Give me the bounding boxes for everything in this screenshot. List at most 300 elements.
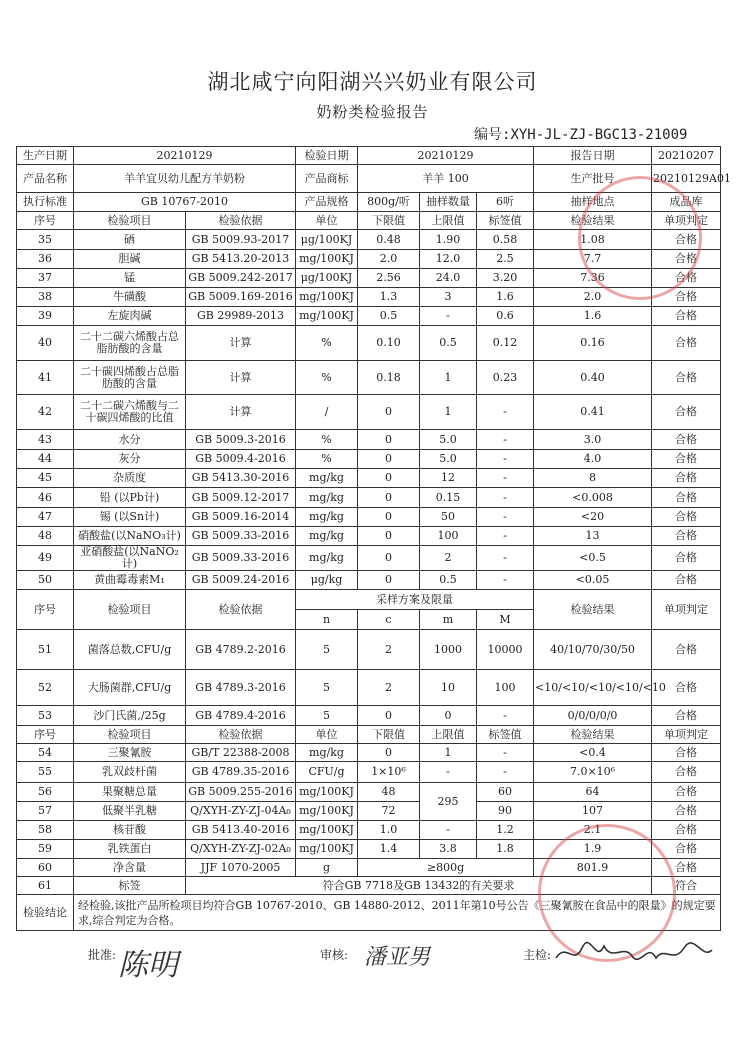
row-label: 1.2 (477, 821, 534, 840)
row-judge: 合格 (652, 361, 721, 395)
approve-signature: 陈明 (118, 948, 178, 983)
row-lower: 0 (358, 546, 420, 571)
row-no: 53 (17, 706, 74, 726)
row-unit: % (296, 430, 358, 450)
row-result: <10/<10/<10/<10/<10 (534, 670, 652, 706)
micro-header-m: m (420, 610, 477, 630)
row-label: - (477, 469, 534, 488)
header-judge: 单项判定 (652, 726, 721, 744)
row-no: 45 (17, 469, 74, 488)
table-row (17, 508, 721, 527)
row-unit: mg/100KJ (296, 802, 358, 821)
row-judge: 合格 (652, 821, 721, 840)
row-upper: - (420, 307, 477, 326)
row-judge: 合格 (652, 450, 721, 469)
header-item: 检验项目 (74, 726, 186, 744)
header-basis: 检验依据 (186, 726, 296, 744)
row-result: <20 (534, 508, 652, 527)
table-row (17, 326, 721, 361)
row-unit: mg/100KJ (296, 250, 358, 269)
row-judge: 合格 (652, 802, 721, 821)
row-label: - (477, 508, 534, 527)
row-basis: 计算 (186, 361, 296, 395)
row-basis: Q/XYH-ZY-ZJ-04A₀ (186, 802, 296, 821)
row-item: 大肠菌群,CFU/g (74, 670, 186, 706)
row-result: 0/0/0/0/0 (534, 706, 652, 726)
report-date-label: 报告日期 (534, 147, 652, 165)
row-no: 44 (17, 450, 74, 469)
row-label: 1.6 (477, 288, 534, 307)
header-judge: 单项判定 (652, 212, 721, 230)
row-n: 5 (296, 630, 358, 670)
row-basis: GB 5009.33-2016 (186, 546, 296, 571)
row-no: 46 (17, 488, 74, 508)
table-row (17, 546, 721, 571)
row-no: 39 (17, 307, 74, 326)
header-lower: 下限值 (358, 212, 420, 230)
row-unit: mg/kg (296, 527, 358, 546)
micro-header-item: 检验项目 (74, 590, 186, 630)
table-row (17, 744, 721, 762)
row-unit: mg/100KJ (296, 288, 358, 307)
row-basis: GB 5009.33-2016 (186, 527, 296, 546)
test-date-label: 检验日期 (296, 147, 358, 165)
micro-header-result: 检验结果 (534, 590, 652, 630)
row-basis: GB 4789.2-2016 (186, 630, 296, 670)
row-judge: 合格 (652, 762, 721, 783)
row-label: 0.23 (477, 361, 534, 395)
row-judge: 合格 (652, 744, 721, 762)
row-item: 沙门氏菌,/25g (74, 706, 186, 726)
row-unit: μg/kg (296, 571, 358, 590)
micro-header-plan: 采样方案及限量 (296, 590, 534, 610)
micro-header-m-upper: M (477, 610, 534, 630)
row-upper: 0.15 (420, 488, 477, 508)
table-row (17, 450, 721, 469)
row-result: 7.0×10⁶ (534, 762, 652, 783)
row-item: 黄曲霉毒素M₁ (74, 571, 186, 590)
row-label: 0.58 (477, 230, 534, 250)
row-lower: 0 (358, 488, 420, 508)
row-no: 51 (17, 630, 74, 670)
row-item: 净含量 (74, 859, 186, 877)
micro-header-c: c (358, 610, 420, 630)
micro-header-row (17, 590, 721, 610)
row-upper: 1 (420, 744, 477, 762)
micro-header-basis: 检验依据 (186, 590, 296, 630)
row-basis: GB 5009.4-2016 (186, 450, 296, 469)
prod-date-value: 20210129 (74, 147, 296, 165)
inspector-signatures (552, 936, 717, 972)
row-judge: 合格 (652, 307, 721, 326)
row-merged: 符合GB 7718及GB 13432的有关要求 (186, 877, 652, 895)
row-judge: 合格 (652, 488, 721, 508)
row-judge: 合格 (652, 546, 721, 571)
row-lower: 0 (358, 395, 420, 430)
row-basis: JJF 1070-2005 (186, 859, 296, 877)
standard-value: GB 10767-2010 (74, 193, 296, 212)
row-unit: mg/kg (296, 488, 358, 508)
row-basis: GB 5009.24-2016 (186, 571, 296, 590)
row-upper: - (420, 762, 477, 783)
row-unit: % (296, 450, 358, 469)
table-row (17, 527, 721, 546)
row-unit: mg/kg (296, 744, 358, 762)
row-unit: μg/100KJ (296, 269, 358, 288)
row-item: 锡 (以Sn计) (74, 508, 186, 527)
row-label: - (477, 762, 534, 783)
row-no: 59 (17, 840, 74, 859)
row-result: 107 (534, 802, 652, 821)
row-limit: ≥800g (358, 859, 534, 877)
row-item: 牛磺酸 (74, 288, 186, 307)
row-no: 57 (17, 802, 74, 821)
row-lower: 72 (358, 802, 420, 821)
row-no: 38 (17, 288, 74, 307)
header-row (17, 726, 721, 744)
row-label: - (477, 571, 534, 590)
row-unit: % (296, 326, 358, 361)
header-lower: 下限值 (358, 726, 420, 744)
row-m-upper: 10000 (477, 630, 534, 670)
row-upper: 295 (420, 783, 477, 821)
row-item: 灰分 (74, 450, 186, 469)
row-label: - (477, 546, 534, 571)
row-lower: 1.4 (358, 840, 420, 859)
table-row (17, 361, 721, 395)
row-item: 二十碳四烯酸占总脂肪酸的含量 (74, 361, 186, 395)
row-judge: 合格 (652, 783, 721, 802)
row-result: 1.6 (534, 307, 652, 326)
header-no: 序号 (17, 726, 74, 744)
row-item: 亚硝酸盐(以NaNO₂计) (74, 546, 186, 571)
row-upper: 12.0 (420, 250, 477, 269)
conclusion-text: 经检验,该批产品所检项目均符合GB 10767-2010、GB 14880-2012、2011年第10号公告《三聚氰胺在食品中的限量》的规定要求,综合判定为合格。 (74, 895, 721, 931)
row-judge: 合格 (652, 230, 721, 250)
table-row (17, 802, 721, 821)
row-result: <0.05 (534, 571, 652, 590)
row-judge: 合格 (652, 469, 721, 488)
row-lower: 48 (358, 783, 420, 802)
row-basis: GB 5413.20-2013 (186, 250, 296, 269)
row-unit: / (296, 395, 358, 430)
row-result: 2.1 (534, 821, 652, 840)
row-upper: - (420, 821, 477, 840)
sample-place-label: 抽样地点 (534, 193, 652, 212)
row-judge: 合格 (652, 706, 721, 726)
row-item: 果聚糖总量 (74, 783, 186, 802)
inspection-seal-stamp (578, 176, 702, 300)
row-basis: GB 5009.12-2017 (186, 488, 296, 508)
row-label: - (477, 488, 534, 508)
micro-row (17, 706, 721, 726)
row-lower: 0 (358, 469, 420, 488)
row-basis: GB 4789.4-2016 (186, 706, 296, 726)
row-upper: 24.0 (420, 269, 477, 288)
spec-value: 800g/听 (358, 193, 420, 212)
row-m-upper: - (477, 706, 534, 726)
header-item: 检验项目 (74, 212, 186, 230)
row-m: 0 (420, 706, 477, 726)
row-judge: 合格 (652, 670, 721, 706)
row-result: 7.7 (534, 250, 652, 269)
row-label: - (477, 527, 534, 546)
row-judge: 符合 (652, 877, 721, 895)
row-result: 1.08 (534, 230, 652, 250)
row-no: 60 (17, 859, 74, 877)
row-label: 1.8 (477, 840, 534, 859)
table-row (17, 430, 721, 450)
report-date-value: 20210207 (652, 147, 721, 165)
table-row (17, 571, 721, 590)
row-judge: 合格 (652, 571, 721, 590)
row-c: 2 (358, 670, 420, 706)
row-unit: CFU/g (296, 762, 358, 783)
row-no: 41 (17, 361, 74, 395)
row-result: 4.0 (534, 450, 652, 469)
product-name-label: 产品名称 (17, 165, 74, 193)
row-lower: 0 (358, 744, 420, 762)
row-item: 硒 (74, 230, 186, 250)
row-upper: 5.0 (420, 450, 477, 469)
row-m: 1000 (420, 630, 477, 670)
row-unit: mg/kg (296, 469, 358, 488)
review-label: 审核: (320, 948, 349, 962)
report-number-label: 编号: (474, 127, 511, 143)
row-upper: 50 (420, 508, 477, 527)
header-unit: 单位 (296, 726, 358, 744)
batch-label: 生产批号 (534, 165, 652, 193)
row-judge: 合格 (652, 430, 721, 450)
row-no: 56 (17, 783, 74, 802)
row-unit: μg/100KJ (296, 230, 358, 250)
row-result: 0.41 (534, 395, 652, 430)
row-label: - (477, 430, 534, 450)
row-unit: % (296, 361, 358, 395)
row-result: 7.36 (534, 269, 652, 288)
header-result: 检验结果 (534, 726, 652, 744)
row-no: 48 (17, 527, 74, 546)
row-result: <0.008 (534, 488, 652, 508)
row-lower: 0.18 (358, 361, 420, 395)
row-lower: 1.3 (358, 288, 420, 307)
micro-row (17, 630, 721, 670)
meta-row-dates (17, 147, 721, 165)
row-no: 42 (17, 395, 74, 430)
row-label: 3.20 (477, 269, 534, 288)
row-label: 0.12 (477, 326, 534, 361)
row-no: 37 (17, 269, 74, 288)
row-c: 0 (358, 706, 420, 726)
row-upper: 12 (420, 469, 477, 488)
row-basis: 计算 (186, 395, 296, 430)
row-no: 35 (17, 230, 74, 250)
header-result: 检验结果 (534, 212, 652, 230)
header-no: 序号 (17, 212, 74, 230)
product-name-value: 羊羊宜贝幼儿配方羊奶粉 (74, 165, 296, 193)
row-item: 核苷酸 (74, 821, 186, 840)
header-unit: 单位 (296, 212, 358, 230)
row-result: 8 (534, 469, 652, 488)
row-item: 乳铁蛋白 (74, 840, 186, 859)
row-no: 52 (17, 670, 74, 706)
row-judge: 合格 (652, 288, 721, 307)
row-upper: 100 (420, 527, 477, 546)
header-upper: 上限值 (420, 212, 477, 230)
header-label: 标签值 (477, 212, 534, 230)
row-item: 胆碱 (74, 250, 186, 269)
row-result: 0.16 (534, 326, 652, 361)
test-date-value: 20210129 (358, 147, 534, 165)
row-n: 5 (296, 706, 358, 726)
row-result: 40/10/70/30/50 (534, 630, 652, 670)
row-lower: 1.0 (358, 821, 420, 840)
row-basis: GB 5009.242-2017 (186, 269, 296, 288)
row-lower: 0.5 (358, 307, 420, 326)
row-upper: 1 (420, 361, 477, 395)
row-result: 13 (534, 527, 652, 546)
table-row (17, 469, 721, 488)
row-unit: mg/100KJ (296, 840, 358, 859)
row-result: 1.9 (534, 840, 652, 859)
row-lower: 2.56 (358, 269, 420, 288)
row-lower: 0.48 (358, 230, 420, 250)
row-no: 36 (17, 250, 74, 269)
row-lower: 0 (358, 430, 420, 450)
batch-value: 20210129A01 (652, 165, 721, 193)
row-judge: 合格 (652, 326, 721, 361)
header-label: 标签值 (477, 726, 534, 744)
row-lower: 0 (358, 571, 420, 590)
row-result: 801.9 (534, 859, 652, 877)
row-upper: 3.8 (420, 840, 477, 859)
row-judge: 合格 (652, 395, 721, 430)
row-no: 49 (17, 546, 74, 571)
row-basis: GB 4789.35-2016 (186, 762, 296, 783)
row-result: 64 (534, 783, 652, 802)
row-upper: 2 (420, 546, 477, 571)
row-item: 乳双歧杆菌 (74, 762, 186, 783)
row-judge: 合格 (652, 269, 721, 288)
row-result: 0.40 (534, 361, 652, 395)
row-no: 58 (17, 821, 74, 840)
spec-label: 产品规格 (296, 193, 358, 212)
micro-header-no: 序号 (17, 590, 74, 630)
micro-header-n: n (296, 610, 358, 630)
row-m: 10 (420, 670, 477, 706)
row-m-upper: 100 (477, 670, 534, 706)
row-basis: GB 4789.3-2016 (186, 670, 296, 706)
row-upper: 5.0 (420, 430, 477, 450)
row-upper: 3 (420, 288, 477, 307)
row-result: 3.0 (534, 430, 652, 450)
sample-qty-value: 6听 (477, 193, 534, 212)
row-basis: GB 5009.255-2016 (186, 783, 296, 802)
row-item: 低聚半乳糖 (74, 802, 186, 821)
row-unit: mg/100KJ (296, 307, 358, 326)
row-item: 三聚氰胺 (74, 744, 186, 762)
row-basis: GB 29989-2013 (186, 307, 296, 326)
conclusion-label: 检验结论 (17, 895, 74, 931)
row-no: 40 (17, 326, 74, 361)
row-label: - (477, 450, 534, 469)
row-result: <0.4 (534, 744, 652, 762)
brand-value: 羊羊 100 (358, 165, 534, 193)
row-item: 二十二碳六烯酸与二十碳四烯酸的比值 (74, 395, 186, 430)
row-label: 0.6 (477, 307, 534, 326)
row-label: - (477, 744, 534, 762)
row-result: 2.0 (534, 288, 652, 307)
row-c: 2 (358, 630, 420, 670)
table-row (17, 307, 721, 326)
row-label: 60 (477, 783, 534, 802)
report-number-value: XYH-JL-ZJ-BGC13-21009 (510, 127, 688, 143)
standard-label: 执行标准 (17, 193, 74, 212)
report-number (474, 124, 687, 144)
row-judge: 合格 (652, 250, 721, 269)
row-item: 二十二碳六烯酸占总脂肪酸的含量 (74, 326, 186, 361)
row-lower: 0.10 (358, 326, 420, 361)
approve-label: 批准: (88, 948, 117, 962)
prod-date-label: 生产日期 (17, 147, 74, 165)
header-upper: 上限值 (420, 726, 477, 744)
row-basis: Q/XYH-ZY-ZJ-02A₀ (186, 840, 296, 859)
row-no: 61 (17, 877, 74, 895)
row-basis: GB 5009.3-2016 (186, 430, 296, 450)
row-item: 锰 (74, 269, 186, 288)
row-basis: GB 5009.93-2017 (186, 230, 296, 250)
row-lower: 0 (358, 508, 420, 527)
review-signature: 潘亚男 (364, 945, 431, 970)
sample-place-value: 成品库 (652, 193, 721, 212)
table-row (17, 783, 721, 802)
row-judge: 合格 (652, 508, 721, 527)
row-judge: 合格 (652, 527, 721, 546)
row-unit: g (296, 859, 358, 877)
row-lower: 2.0 (358, 250, 420, 269)
row-label: 2.5 (477, 250, 534, 269)
row-basis: GB 5413.30-2016 (186, 469, 296, 488)
row-no: 50 (17, 571, 74, 590)
row-no: 47 (17, 508, 74, 527)
row-basis: GB 5009.169-2016 (186, 288, 296, 307)
row-basis: GB/T 22388-2008 (186, 744, 296, 762)
row-upper: 0.5 (420, 326, 477, 361)
table-row (17, 395, 721, 430)
row-item: 左旋肉碱 (74, 307, 186, 326)
micro-row (17, 670, 721, 706)
row-unit: mg/kg (296, 546, 358, 571)
row-item: 菌落总数,CFU/g (74, 630, 186, 670)
row-no: 54 (17, 744, 74, 762)
header-basis: 检验依据 (186, 212, 296, 230)
sample-qty-label: 抽样数量 (420, 193, 477, 212)
brand-label: 产品商标 (296, 165, 358, 193)
row-lower: 0 (358, 527, 420, 546)
row-upper: 1 (420, 395, 477, 430)
row-basis: GB 5413.40-2016 (186, 821, 296, 840)
row-no: 55 (17, 762, 74, 783)
row-item: 杂质度 (74, 469, 186, 488)
row-item: 铅 (以Pb计) (74, 488, 186, 508)
row-upper: 1.90 (420, 230, 477, 250)
micro-header-judge: 单项判定 (652, 590, 721, 630)
row-judge: 合格 (652, 840, 721, 859)
report-title: 奶粉类检验报告 (316, 103, 429, 121)
row-item: 水分 (74, 430, 186, 450)
row-result: <0.5 (534, 546, 652, 571)
row-judge: 合格 (652, 630, 721, 670)
